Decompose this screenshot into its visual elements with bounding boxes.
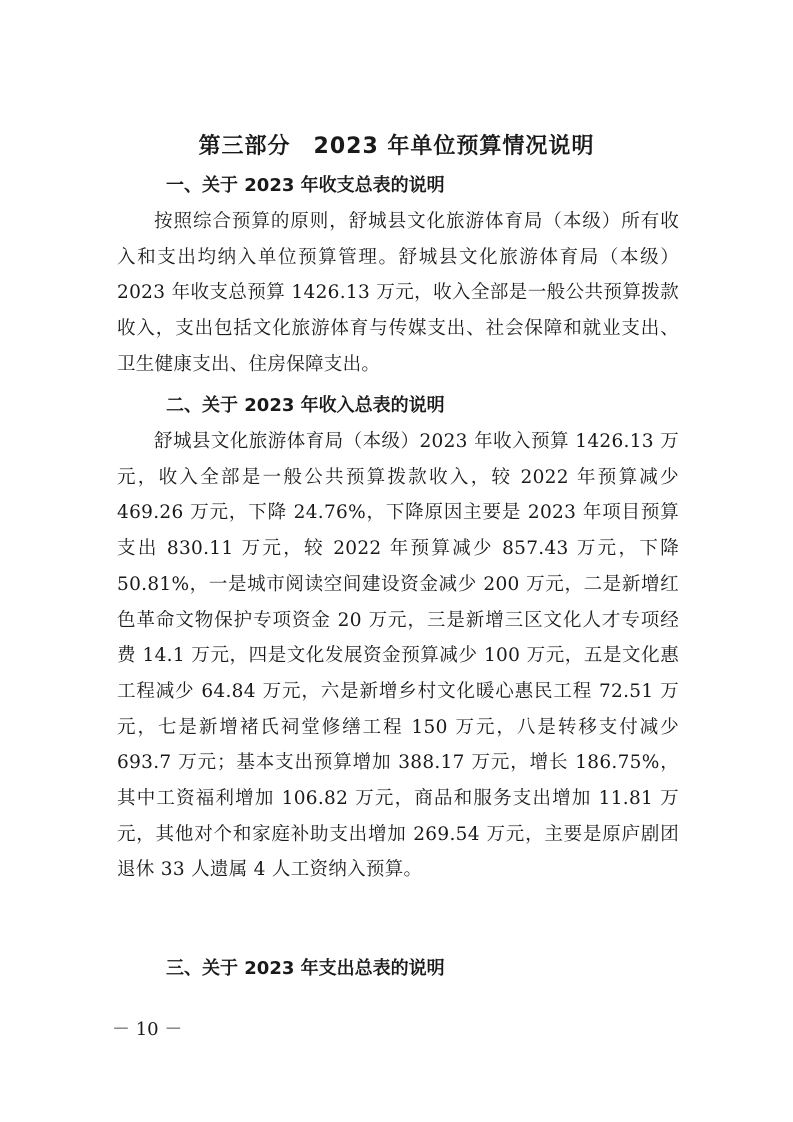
section-heading-1: 一、关于 2023 年收支总表的说明	[166, 175, 445, 196]
section-heading-2: 二、关于 2023 年收入总表的说明	[166, 395, 445, 416]
page-title: 第三部分 2023 年单位预算情况说明	[198, 134, 595, 159]
section-paragraph-2: 舒城县文化旅游体育局（本级）2023 年收入预算 1426.13 万元，收入全部是一般公共预算拨款收入，较 2022 年预算减少 469.26 万元，下降 24.76%，下降原因主要是 2023 年项目预算支出 830.11 万元，较 2022 年预算减少 857.43 万元，下降 50.81%，一是城市阅读空间建设资金减少 200 万元，二是新增红色革命文物保护专项资金 20 万元，三是新增三区文化人才专项经费 14.1 万元，四是文化发展资金预算减少 100 万元，五是文化惠工程减少 64.84 万元，六是新增乡村文化暖心惠民工程 72.51 万元，七是新增褚氏祠堂修缮工程 150 万元，八是转移支付减少 693.7 万元；基本支出预算增加 388.17 万元，增长 186.75%，其中工资福利增加 106.82 万元，商品和服务支出增加 11.81 万元，其他对个和家庭补助支出增加 269.54 万元，主要是原庐剧团退休 33 人遗属 4 人工资纳入预算。	[117, 431, 679, 881]
page-number: － 10 －	[112, 1019, 183, 1040]
section-paragraph-1: 按照综合预算的原则，舒城县文化旅游体育局（本级）所有收入和支出均纳入单位预算管理。舒城县文化旅游体育局（本级）2023 年收支总预算 1426.13 万元，收入全部是一般公共预算拨款收入，支出包括文化旅游体育与传媒支出、社会保障和就业支出、卫生健康支出、住房保障支出。	[117, 211, 679, 375]
section-heading-3: 三、关于 2023 年支出总表的说明	[166, 958, 445, 979]
